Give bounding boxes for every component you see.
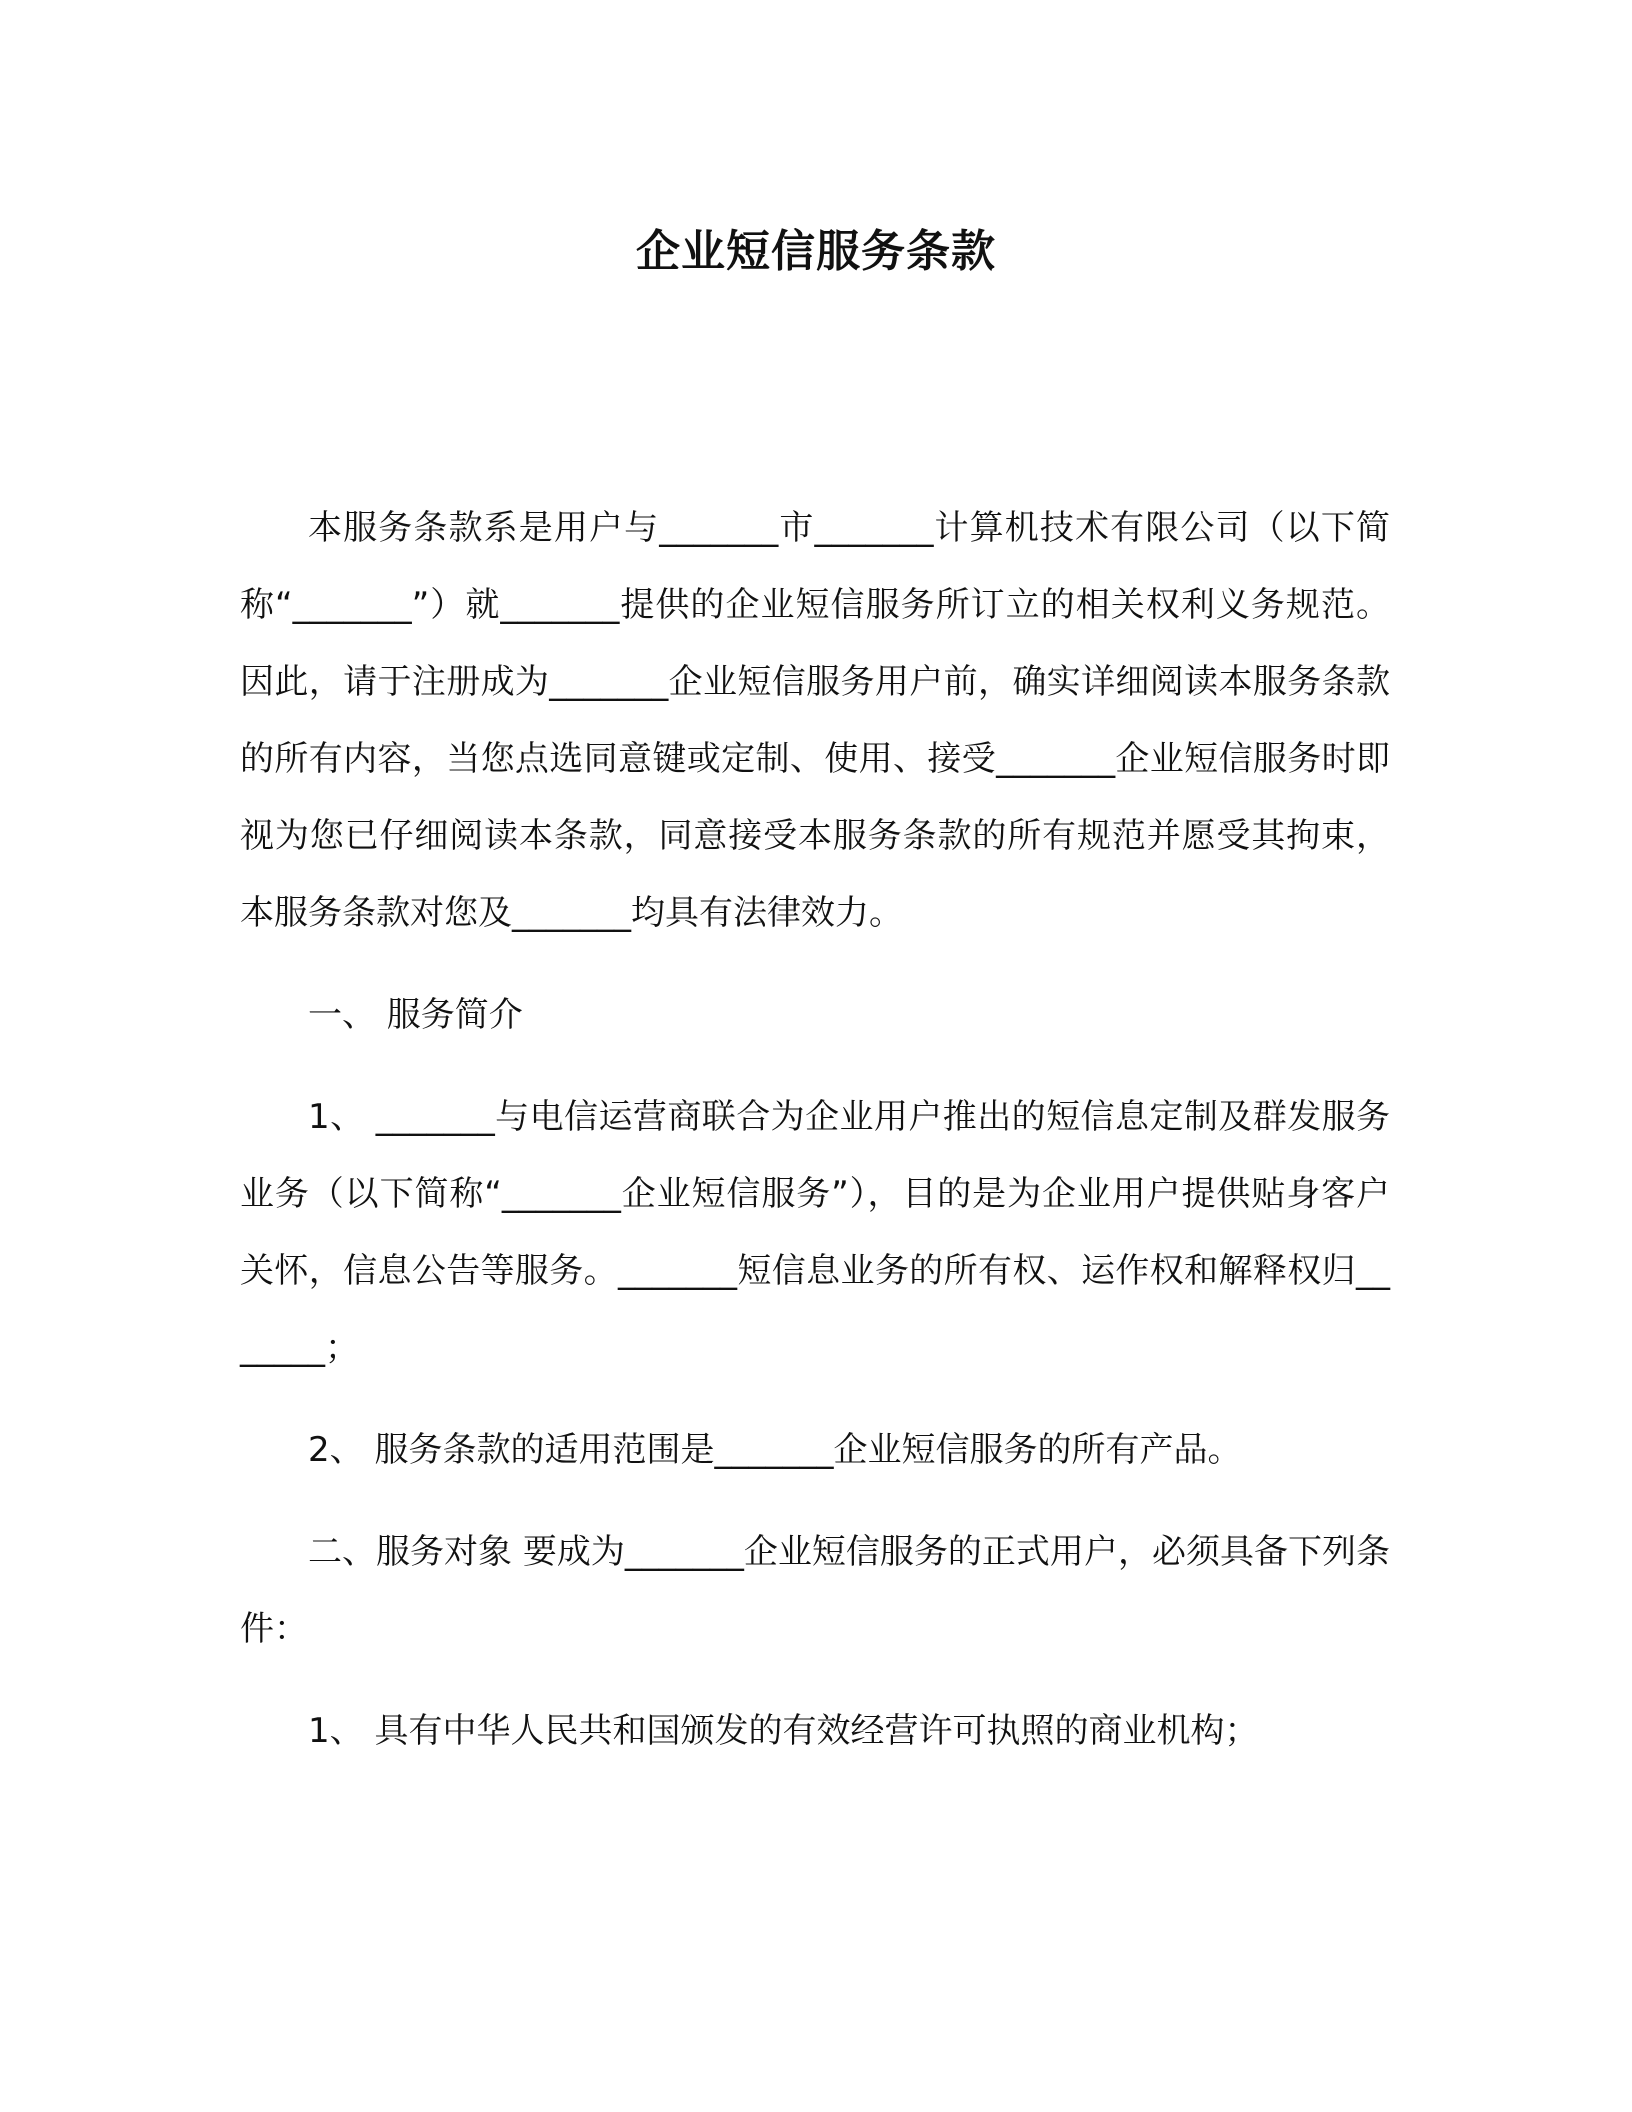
spacer bbox=[240, 1387, 1390, 1412]
section-1-heading: 一、 服务简介 bbox=[308, 995, 523, 1035]
spacer bbox=[240, 1668, 1390, 1693]
section-2-item-1: 1、 具有中华人民共和国颁发的有效经营许可执照的商业机构； bbox=[308, 1711, 1259, 1751]
document-title: 企业短信服务条款 bbox=[636, 226, 996, 277]
spacer bbox=[240, 1489, 1390, 1514]
section-2-paragraph: 二、服务对象 要成为_______企业短信服务的正式用户，必须具备下列条件： bbox=[240, 1532, 1390, 1649]
document-body bbox=[240, 490, 1390, 1770]
intro-paragraph: 本服务条款系是用户与_______市_______计算机技术有限公司（以下简称“_______”）就_______提供的企业短信服务所订立的相关权利义务规范。因此，请于注册成为_______企业短信服务用户前，确实详细阅读本服务条款的所有内容，当您点选同意键或定制、使用、接受_______企业短信服务时即视为您已仔细阅读本条款，同意接受本服务条款的所有规范并愿受其拘束，本服务条款对您及_______均具有法律效力。 bbox=[240, 508, 1390, 933]
section-1-item-2: 2、 服务条款的适用范围是_______企业短信服务的所有产品。 bbox=[308, 1430, 1242, 1470]
section-1-item-1: 1、 _______与电信运营商联合为企业用户推出的短信息定制及群发服务业务（以下简称“_______企业短信服务”），目的是为企业用户提供贴身客户关怀，信息公告等服务。_______短信息业务的所有权、运作权和解释权归_______； bbox=[240, 1097, 1390, 1368]
